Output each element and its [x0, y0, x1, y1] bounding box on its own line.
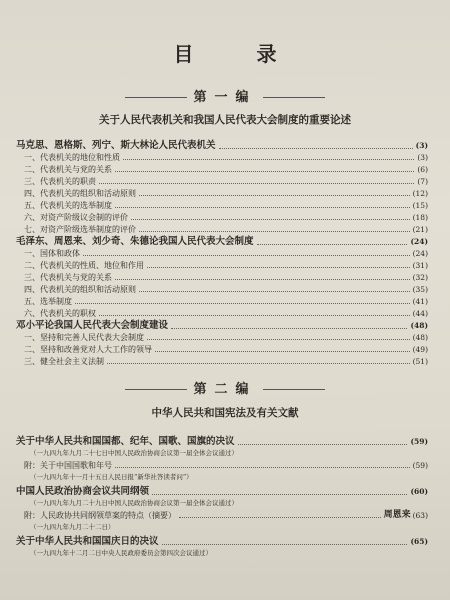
dot-leader: [123, 159, 414, 160]
dot-leader: [219, 148, 413, 149]
toc-entry-title: （一九四九年九月二十九日中国人民政治协商会议第一届全体会议通过）: [30, 499, 238, 507]
toc-entry-title: 一、代表机关的地位和性质: [24, 153, 120, 162]
toc-entry[interactable]: [16, 460, 428, 471]
dot-leader: [238, 444, 408, 445]
dot-leader: [115, 467, 410, 468]
page-title: 目 录: [173, 42, 305, 66]
toc-entry-title: 二、代表机关的性质、地位和作用: [24, 261, 144, 270]
dot-leader: [171, 328, 407, 329]
toc-page-number: (3): [417, 153, 428, 162]
toc-entry[interactable]: [16, 248, 428, 259]
toc-entry[interactable]: [16, 548, 428, 559]
toc-entry[interactable]: [16, 486, 428, 498]
toc-entry-title: 中国人民政治协商会议共同纲领: [16, 486, 150, 497]
toc-entry[interactable]: [16, 140, 428, 152]
dot-leader: [99, 315, 410, 316]
toc-entry-title: 关于中华人民共和国国都、纪年、国歌、国旗的决议: [16, 436, 235, 447]
toc-page-number: (31): [412, 261, 428, 270]
dot-leader: [83, 255, 410, 256]
toc-entry[interactable]: [16, 188, 428, 199]
toc-entry[interactable]: [16, 472, 428, 483]
toc-page-number: (48): [412, 333, 428, 342]
dot-leader: [115, 279, 410, 280]
dot-leader: [139, 231, 410, 232]
toc-entry[interactable]: [16, 200, 428, 211]
toc-page-number: (21): [412, 225, 428, 234]
toc-entry-title: （一九四九年九月二十七日中国人民政治协商会议第一届全体会议通过）: [30, 449, 238, 457]
part-2-subtitle: 中华人民共和国宪法及有关文献: [151, 407, 299, 419]
toc-page-number: (49): [412, 345, 428, 354]
toc-entry-title: 二、坚持和改善党对人大工作的领导: [24, 345, 152, 354]
toc-page-number: (15): [412, 201, 428, 210]
dot-leader: [147, 339, 410, 340]
dot-leader: [115, 207, 410, 208]
part-1-heading-text: 第一编: [193, 90, 257, 105]
toc-entry-title: 七、对资产阶级选举制度的评价: [24, 225, 136, 234]
toc-entry-author: 周恩来: [383, 510, 411, 520]
dot-leader: [152, 494, 407, 495]
toc-page-number: (7): [417, 177, 428, 186]
toc-entry[interactable]: [16, 260, 428, 271]
toc-entry[interactable]: [16, 284, 428, 295]
toc-entry[interactable]: [16, 522, 428, 533]
toc-page-number: (24): [412, 249, 428, 258]
toc-page-number: (12): [412, 189, 428, 198]
dot-leader: [75, 303, 410, 304]
toc-entry[interactable]: [16, 498, 428, 509]
toc-entry-title: 六、代表机关的职权: [24, 309, 96, 318]
toc-entry[interactable]: [16, 152, 428, 163]
toc-entry-title: 四、代表机关的组织和活动原则: [24, 285, 136, 294]
toc-entry[interactable]: [16, 272, 428, 283]
toc-entry[interactable]: [16, 356, 428, 367]
toc-entry-title: 二、代表机关与党的关系: [24, 165, 112, 174]
toc-entry[interactable]: [16, 536, 428, 548]
dot-leader: [147, 267, 410, 268]
toc-entry-title: 六、对资产阶级议会制的评价: [24, 213, 128, 222]
heading-rule-right: [263, 389, 325, 390]
toc-entry[interactable]: [16, 344, 428, 355]
toc-page-number: (59): [410, 437, 428, 446]
toc-entry-title: 附：关于中国国歌和年号: [24, 461, 112, 470]
toc-entry-title: 三、代表机关与党的关系: [24, 273, 112, 282]
dot-leader: [139, 195, 410, 196]
toc-entry[interactable]: [16, 296, 428, 307]
toc-entry-title: （一九四九年十一月十五日人民日报“新华社答读者问”）: [30, 473, 193, 481]
dot-leader: [131, 219, 410, 220]
toc-page-number: (24): [410, 237, 428, 246]
toc-page-number: (65): [410, 537, 428, 546]
toc-entry-title: 附：人民政协共同纲领草案的特点（摘要）: [24, 511, 176, 520]
toc-entry-title: 马克思、恩格斯、列宁、斯大林论人民代表机关: [16, 140, 216, 151]
toc-entry-title: 关于中华人民共和国国庆日的决议: [16, 536, 159, 547]
toc-entry[interactable]: [16, 510, 428, 521]
part-2-heading: [0, 378, 450, 397]
toc-page-number: (41): [412, 297, 428, 306]
part-2-heading-text: 第二编: [193, 382, 257, 397]
heading-rule-left: [125, 389, 187, 390]
toc-entry-title: （一九四九年十二月二日中央人民政府委员会第四次会议通过）: [30, 549, 212, 557]
toc-page-number: (44): [412, 309, 428, 318]
dot-leader: [162, 544, 408, 545]
toc-page-number: (6): [417, 165, 428, 174]
toc-page-number: (59): [412, 461, 428, 470]
toc-entry[interactable]: [16, 332, 428, 343]
toc-entry[interactable]: [16, 236, 428, 248]
dot-leader: [107, 363, 410, 364]
toc-page-number: (63): [412, 511, 428, 520]
toc-entry-title: 一、国体和政体: [24, 249, 80, 258]
toc-entry[interactable]: [16, 448, 428, 459]
toc-entry[interactable]: [16, 320, 428, 332]
dot-leader: [155, 351, 410, 352]
toc-entry-title: 五、选举制度: [24, 297, 72, 306]
toc-entry[interactable]: [16, 212, 428, 223]
toc-page-number: (35): [412, 285, 428, 294]
toc-entry[interactable]: [16, 436, 428, 448]
toc-page-number: (60): [410, 487, 428, 496]
toc-page-number: (3): [415, 141, 428, 150]
toc-entry[interactable]: [16, 176, 428, 187]
toc-entry[interactable]: [16, 224, 428, 235]
toc-entry-title: 五、代表机关的选举制度: [24, 201, 112, 210]
toc-entry-title: （一九四九年九月二十二日）: [30, 523, 115, 531]
dot-leader: [115, 171, 414, 172]
heading-rule-left: [125, 97, 187, 98]
toc-entry-title: 三、健全社会主义法制: [24, 357, 104, 366]
dot-leader: [179, 517, 381, 518]
toc-entry-title: 三、代表机关的职责: [24, 177, 96, 186]
dot-leader: [257, 244, 408, 245]
dot-leader: [99, 183, 414, 184]
toc-entry-title: 四、代表机关的组织和活动原则: [24, 189, 136, 198]
heading-rule-right: [263, 97, 325, 98]
part-1-subtitle: 关于人民代表机关和我国人民代表大会制度的重要论述: [99, 114, 351, 126]
toc-entry[interactable]: [16, 308, 428, 319]
toc-entry-title: 毛泽东、周恩来、刘少奇、朱德论我国人民代表大会制度: [16, 236, 254, 247]
toc-page-number: (32): [412, 273, 428, 282]
toc-page-number: (48): [410, 321, 428, 330]
part-1-heading: [0, 86, 450, 105]
toc-entry[interactable]: [16, 164, 428, 175]
toc-page-number: (18): [412, 213, 428, 222]
dot-leader: [139, 291, 410, 292]
toc-entry-title: 一、坚持和完善人民代表大会制度: [24, 333, 144, 342]
toc-page-number: (51): [412, 357, 428, 366]
toc-entry-title: 邓小平论我国人民代表大会制度建设: [16, 320, 169, 331]
